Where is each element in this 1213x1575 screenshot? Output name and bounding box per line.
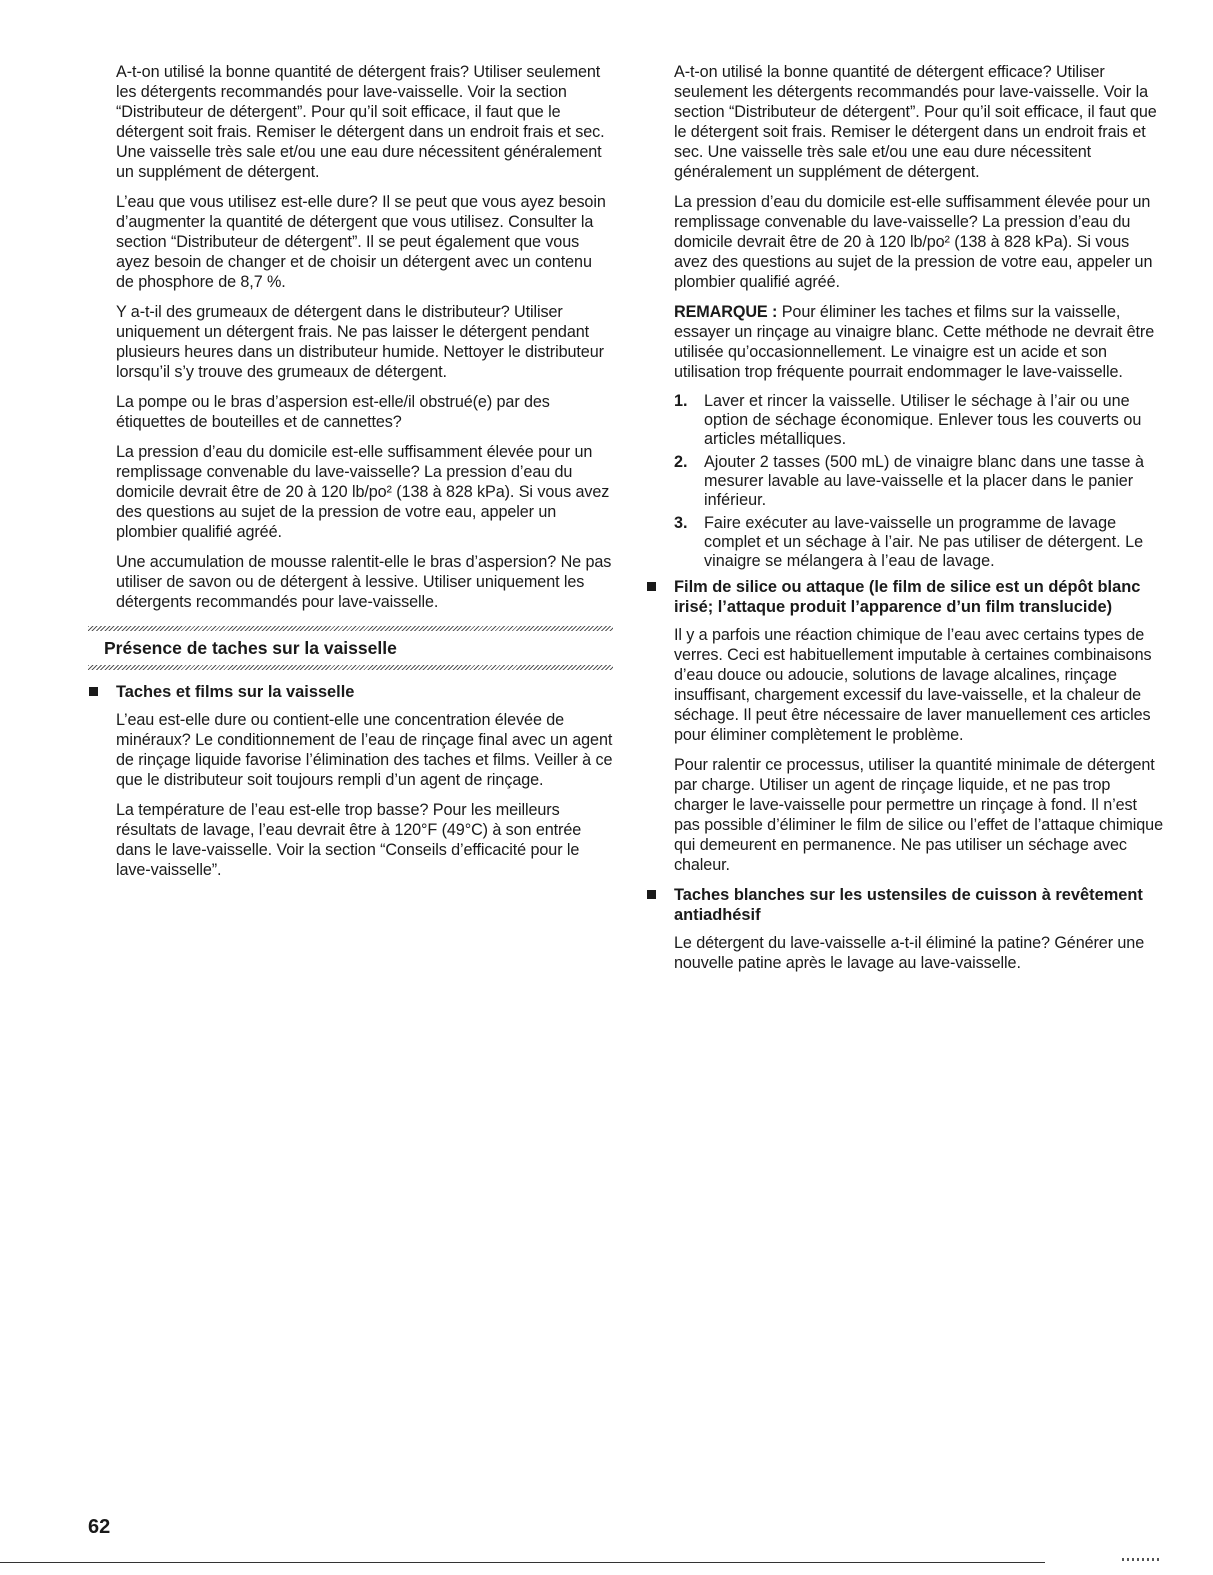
step-number: 1. — [674, 392, 688, 410]
bullet-heading-taches-blanches — [674, 885, 1164, 925]
paragraph-pression-eau: La pression d’eau du domicile est-elle suffisamment élevée pour un remplissage convenable du lave-vaisselle? La pression d’eau du domicile devrait être de 20 à 120 lb/po² (138 à 828 kPa). Si vous avez des questions au sujet de la pression de votre eau, appeler un plombier qualifié agréé. — [116, 443, 610, 541]
paragraph-ralentir-processus: Pour ralentir ce processus, utiliser la quantité minimale de détergent par charge. Utiliser un agent de rinçage liquide, et ne pas trop charger le lave-vaisselle pour permettre un rinçage à fond. Il n’est pas possible d’éliminer le film de silice ou l’effet de l’attaque chimique qui demeurent en permanence. Ne pas utiliser un séchage avec chaleur. — [674, 756, 1163, 874]
remarque-label: REMARQUE : — [674, 303, 778, 321]
section-header — [88, 626, 613, 670]
left-column — [88, 62, 613, 890]
paragraph-reaction-chimique: Il y a parfois une réaction chimique de l’eau avec certains types de verres. Ceci est habituellement imputable à certaines combinaisons d’eau douce ou adoucie, solutions de lavage alcalines, rinçage insuffisant, chargement excessif du lave-vaisselle, et la chaleur de séchage. Il peut être nécessaire de laver manuellement ces articles pour éliminer complètement le problème. — [674, 626, 1152, 744]
hatch-rule-bottom — [88, 665, 613, 670]
step-text: Faire exécuter au lave-vaisselle un programme de lavage complet et un séchage à l’air. Ne pas utiliser de détergent. Le vinaigre se mélangera à l’eau de lavage. — [704, 514, 1144, 570]
hatch-rule-top — [88, 626, 613, 631]
paragraph-eau-dure: L’eau que vous utilisez est-elle dure? Il se peut que vous ayez besoin d’augmenter la quantité de détergent que vous utilisez. Consulter la section “Distributeur de détergent”. Il se peut également que vous ayez besoin de changer et de choisir un détergent avec un contenu de phosphore de 8,7 %. — [116, 193, 606, 291]
paragraph-detergent-frais: A-t-on utilisé la bonne quantité de détergent frais? Utiliser seulement les détergents recommandés pour lave-vaisselle. Voir la section “Distributeur de détergent”. Pour qu’il soit efficace, il faut que le détergent soit frais. Remiser le détergent dans un endroit frais et sec. Une vaisselle très sale et/ou une eau dure nécessitent généralement un supplément de détergent. — [116, 63, 605, 181]
list-item — [674, 514, 1164, 571]
paragraph-pompe-obstruee: La pompe ou le bras d’aspersion est-elle/il obstrué(e) par des étiquettes de bouteilles et de cannettes? — [116, 393, 550, 431]
list-item — [674, 392, 1164, 449]
paragraph-pression-eau-2: La pression d’eau du domicile est-elle suffisamment élevée pour un remplissage convenable du lave-vaisselle? La pression d’eau du domicile devrait être de 20 à 120 lb/po² (138 à 828 kPa). Si vous avez des questions au sujet de la pression de votre eau, appeler un plombier qualifié agréé. — [674, 193, 1153, 291]
footer-rule — [0, 1562, 1045, 1563]
paragraph-mousse: Une accumulation de mousse ralentit-elle le bras d’aspersion? Ne pas utiliser de savon ou de détergent à lessive. Utiliser uniquement les détergents recommandés pour lave-vaisselle. — [116, 553, 612, 611]
paragraph-eau-minerale: L’eau est-elle dure ou contient-elle une concentration élevée de minéraux? Le conditionnement de l’eau de rinçage final avec un agent de rinçage liquide favorise l’élimination des taches et films. Veiller à ce que le distributeur soit toujours rempli d’un agent de rinçage. — [116, 711, 613, 789]
section-title: Présence de taches sur la vaisselle — [104, 638, 397, 658]
page-number: 62 — [88, 1516, 111, 1538]
step-text: Ajouter 2 tasses (500 mL) de vinaigre blanc dans une tasse à mesurer lavable au lave-vaisselle et la placer dans le panier inférieur. — [704, 453, 1145, 509]
square-bullet-icon — [647, 890, 656, 899]
paragraph-detergent-efficace: A-t-on utilisé la bonne quantité de détergent efficace? Utiliser seulement les détergents recommandés pour lave-vaisselle. Voir la section “Distributeur de détergent”. Pour qu’il soit efficace, il faut que le détergent soit frais. Remiser le détergent dans un endroit frais et sec. Une vaisselle très sale et/ou une eau dure nécessitent généralement un supplément de détergent. — [674, 63, 1157, 181]
list-item — [674, 453, 1164, 510]
bullet-heading-text: Taches et films sur la vaisselle — [116, 683, 355, 701]
bullet-heading-text: Film de silice ou attaque (le film de silice est un dépôt blanc irisé; l’attaque produit l’apparence d’un film translucide) — [674, 578, 1141, 616]
paragraph-grumeaux: Y a-t-il des grumeaux de détergent dans le distributeur? Utiliser uniquement un détergent frais. Ne pas laisser le détergent pendant plusieurs heures dans un distributeur humide. Nettoyer le distributeur lorsqu’il s’y trouve des grumeaux de détergent. — [116, 303, 604, 381]
step-number: 2. — [674, 453, 688, 471]
bullet-heading-text: Taches blanches sur les ustensiles de cuisson à revêtement antiadhésif — [674, 886, 1143, 924]
square-bullet-icon — [647, 582, 656, 591]
right-column — [646, 62, 1164, 983]
paragraph-remarque — [674, 302, 1164, 382]
footer-marks — [1122, 1558, 1162, 1561]
square-bullet-icon — [89, 687, 98, 696]
bullet-heading-taches-films — [116, 682, 613, 702]
paragraph-temperature: La température de l’eau est-elle trop basse? Pour les meilleurs résultats de lavage, l’eau devrait être à 120°F (49°C) à son entrée dans le lave-vaisselle. Voir la section “Conseils d’efficacité pour le lave-vaisselle”. — [116, 801, 582, 879]
paragraph-patine: Le détergent du lave-vaisselle a-t-il éliminé la patine? Générer une nouvelle patine après le lavage au lave-vaisselle. — [674, 934, 1145, 972]
step-text: Laver et rincer la vaisselle. Utiliser le séchage à l’air ou une option de séchage économique. Enlever tous les couverts ou articles métalliques. — [704, 392, 1142, 448]
vinegar-steps-list — [674, 392, 1164, 571]
remarque-text: Pour éliminer les taches et films sur la vaisselle, essayer un rinçage au vinaigre blanc. Cette méthode ne devrait être utilisée qu’occasionnellement. Le vinaigre est un acide et son utilisation trop fréquente pourrait endommager le lave-vaisselle. — [674, 303, 1155, 381]
step-number: 3. — [674, 514, 688, 532]
bullet-heading-film-silice — [674, 577, 1164, 617]
